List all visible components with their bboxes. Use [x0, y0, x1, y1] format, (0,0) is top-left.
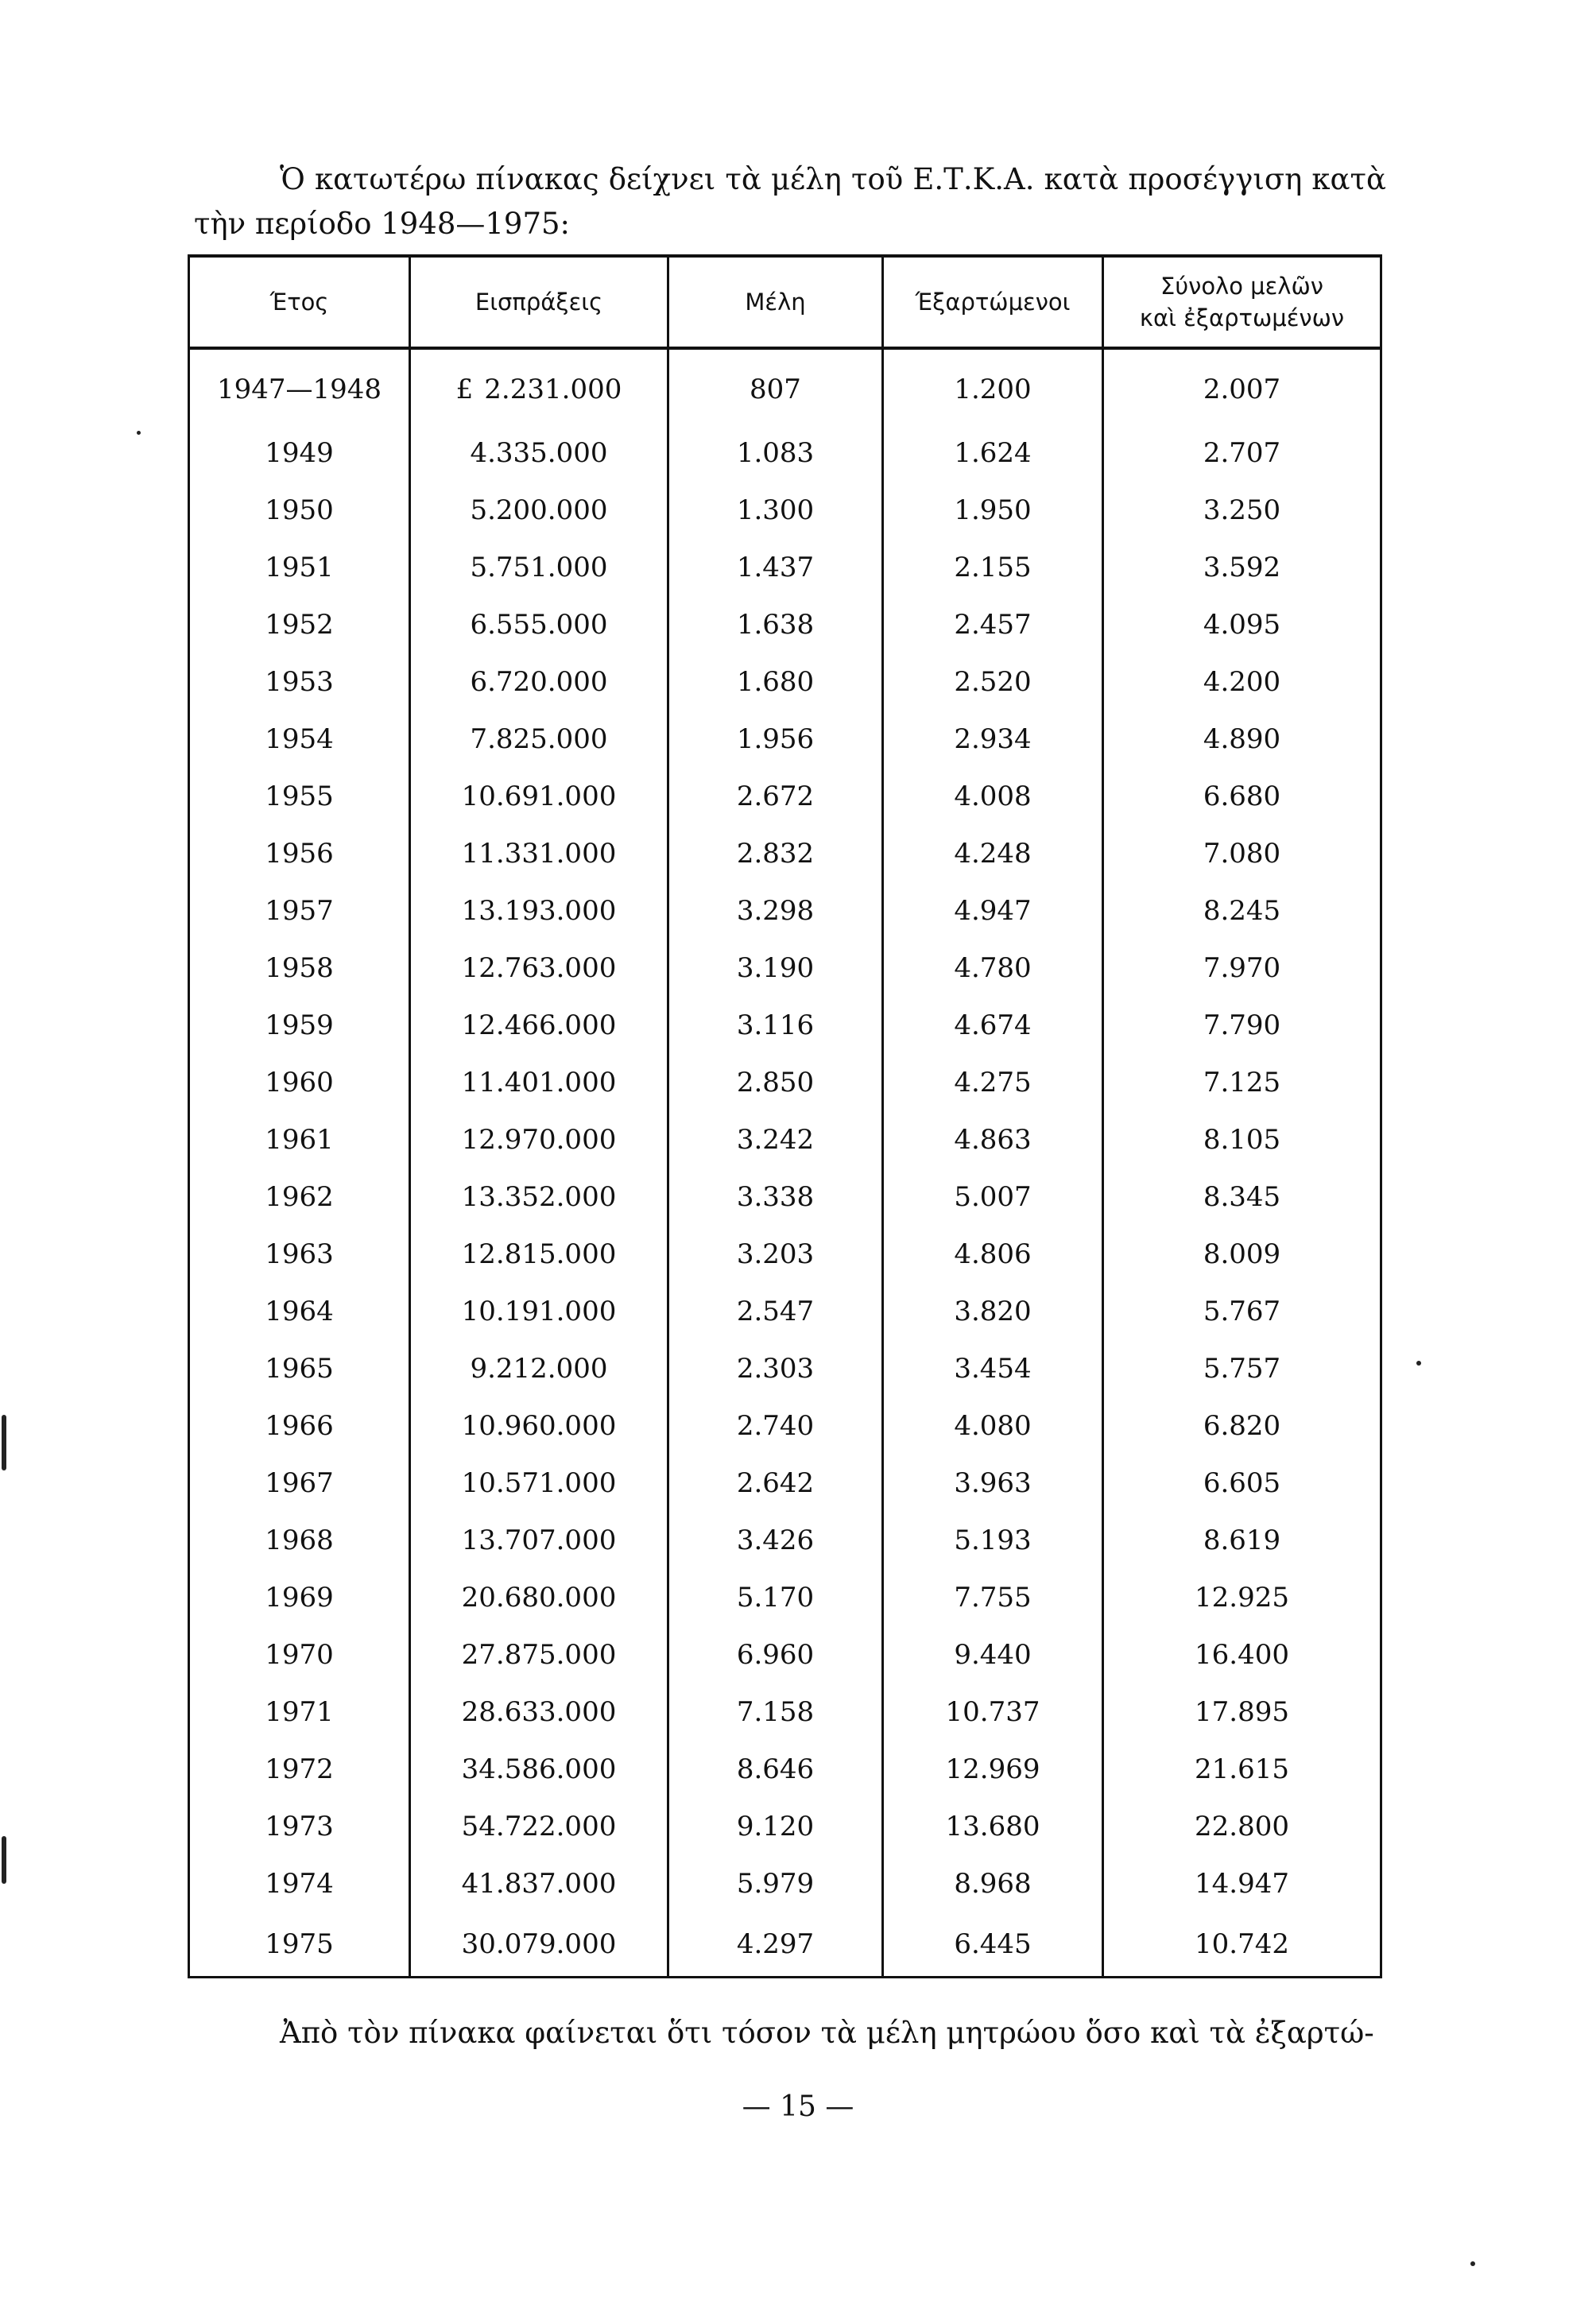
cell-receipts — [410, 1226, 668, 1283]
outro-paragraph: Ἀπὸ τὸν πίνακα φαίνεται ὅτι τόσον τὰ μέλη μητρώου ὅσο καὶ τὰ ἐξαρτώ- — [280, 2016, 1374, 2050]
members-table — [188, 254, 1382, 1978]
cell-total: 5.767 — [1103, 1283, 1381, 1340]
cell-receipts — [410, 1626, 668, 1683]
cell-dependents: 2.457 — [883, 596, 1103, 653]
currency-symbol: £ — [455, 374, 474, 405]
cell-receipts — [410, 1569, 668, 1626]
header-total-line1: Σύνολο μελῶν — [1160, 273, 1323, 300]
header-members: Μέλη — [668, 256, 883, 348]
cell-year: 1965 — [189, 1340, 410, 1397]
table-row — [189, 940, 1381, 997]
cell-members: 7.158 — [668, 1683, 883, 1741]
cell-total: 3.250 — [1103, 482, 1381, 539]
cell-dependents: 3.963 — [883, 1455, 1103, 1512]
cell-receipts — [410, 1397, 668, 1455]
cell-dependents: 2.520 — [883, 653, 1103, 711]
cell-year: 1970 — [189, 1626, 410, 1683]
table-row — [189, 825, 1381, 882]
cell-members: 8.646 — [668, 1741, 883, 1798]
receipts-value: 6.555.000 — [470, 609, 608, 641]
cell-receipts — [410, 1283, 668, 1340]
cell-receipts — [410, 1455, 668, 1512]
cell-total: 10.742 — [1103, 1912, 1381, 1978]
cell-members: 1.437 — [668, 539, 883, 596]
cell-members: 3.338 — [668, 1168, 883, 1226]
cell-members: 1.083 — [668, 424, 883, 482]
table-row — [189, 424, 1381, 482]
cell-receipts — [410, 940, 668, 997]
cell-year: 1969 — [189, 1569, 410, 1626]
receipts-value: 6.720.000 — [470, 666, 608, 698]
table-row — [189, 1798, 1381, 1855]
cell-dependents: 1.624 — [883, 424, 1103, 482]
receipts-value: 5.751.000 — [470, 552, 608, 583]
cell-receipts — [410, 596, 668, 653]
table-row — [189, 1855, 1381, 1912]
receipts-value: 2.231.000 — [484, 374, 622, 405]
scan-speck — [1416, 1361, 1421, 1366]
scan-speck — [1470, 2261, 1475, 2266]
receipts-value: 4.335.000 — [470, 437, 608, 469]
table-row — [189, 1741, 1381, 1798]
receipts-value: 7.825.000 — [470, 723, 608, 755]
table-row — [189, 711, 1381, 768]
receipts-value: 12.815.000 — [461, 1238, 617, 1270]
cell-dependents: 4.248 — [883, 825, 1103, 882]
cell-members: 4.297 — [668, 1912, 883, 1978]
cell-receipts — [410, 539, 668, 596]
cell-dependents: 12.969 — [883, 1741, 1103, 1798]
cell-year: 1949 — [189, 424, 410, 482]
header-receipts: Εισπράξεις — [410, 256, 668, 348]
cell-year: 1972 — [189, 1741, 410, 1798]
cell-year: 1975 — [189, 1912, 410, 1978]
cell-receipts — [410, 768, 668, 825]
cell-receipts — [410, 1512, 668, 1569]
intro-paragraph: Ὁ κατωτέρω πίνακας δείχνει τὰ μέλη τοῦ Ε.Τ.Κ.Α. κατὰ προσέγγιση κατὰ τὴν περίοδο 1948—1975: — [194, 162, 1386, 241]
receipts-value: 30.079.000 — [461, 1928, 617, 1960]
receipts-value: 12.763.000 — [461, 952, 617, 984]
cell-dependents: 2.934 — [883, 711, 1103, 768]
cell-members: 3.203 — [668, 1226, 883, 1283]
cell-members: 5.979 — [668, 1855, 883, 1912]
cell-receipts — [410, 825, 668, 882]
receipts-value: 13.707.000 — [461, 1525, 617, 1556]
cell-dependents: 13.680 — [883, 1798, 1103, 1855]
receipts-value: 34.586.000 — [461, 1753, 617, 1785]
cell-total: 14.947 — [1103, 1855, 1381, 1912]
cell-year: 1962 — [189, 1168, 410, 1226]
receipts-value: 13.352.000 — [461, 1181, 617, 1213]
cell-dependents: 3.454 — [883, 1340, 1103, 1397]
cell-members: 1.680 — [668, 653, 883, 711]
cell-dependents: 3.820 — [883, 1283, 1103, 1340]
cell-members: 1.956 — [668, 711, 883, 768]
cell-dependents: 4.947 — [883, 882, 1103, 940]
cell-total: 4.890 — [1103, 711, 1381, 768]
table-row — [189, 1111, 1381, 1168]
cell-receipts — [410, 1111, 668, 1168]
cell-dependents: 9.440 — [883, 1626, 1103, 1683]
receipts-value: 27.875.000 — [461, 1639, 617, 1671]
cell-members: 1.638 — [668, 596, 883, 653]
cell-total: 7.125 — [1103, 1054, 1381, 1111]
cell-receipts — [410, 1054, 668, 1111]
cell-members: 3.426 — [668, 1512, 883, 1569]
cell-receipts — [410, 997, 668, 1054]
receipts-value: 11.331.000 — [461, 838, 617, 870]
cell-receipts — [410, 424, 668, 482]
header-dependents: Έξαρτώμενοι — [883, 256, 1103, 348]
receipts-value: 10.571.000 — [461, 1467, 617, 1499]
cell-dependents: 8.968 — [883, 1855, 1103, 1912]
cell-year: 1956 — [189, 825, 410, 882]
cell-year: 1958 — [189, 940, 410, 997]
cell-members: 807 — [668, 348, 883, 424]
cell-year: 1951 — [189, 539, 410, 596]
cell-members: 2.303 — [668, 1340, 883, 1397]
table-row — [189, 653, 1381, 711]
cell-year: 1955 — [189, 768, 410, 825]
cell-receipts — [410, 1855, 668, 1912]
receipts-value: 5.200.000 — [470, 494, 608, 526]
cell-total: 22.800 — [1103, 1798, 1381, 1855]
cell-receipts — [410, 1168, 668, 1226]
receipts-value: 12.970.000 — [461, 1124, 617, 1156]
cell-year: 1961 — [189, 1111, 410, 1168]
cell-year: 1973 — [189, 1798, 410, 1855]
table-row — [189, 1455, 1381, 1512]
cell-receipts — [410, 482, 668, 539]
table-row — [189, 1226, 1381, 1283]
cell-year: 1971 — [189, 1683, 410, 1741]
cell-total: 7.080 — [1103, 825, 1381, 882]
cell-total: 4.200 — [1103, 653, 1381, 711]
scan-speck — [137, 431, 141, 435]
cell-year: 1960 — [189, 1054, 410, 1111]
receipts-value: 9.212.000 — [470, 1353, 608, 1385]
cell-year: 1968 — [189, 1512, 410, 1569]
cell-members: 2.832 — [668, 825, 883, 882]
cell-year: 1952 — [189, 596, 410, 653]
cell-receipts — [410, 711, 668, 768]
cell-dependents: 4.008 — [883, 768, 1103, 825]
receipts-value: 54.722.000 — [461, 1811, 617, 1842]
cell-year: 1963 — [189, 1226, 410, 1283]
table-row — [189, 348, 1381, 424]
cell-year: 1964 — [189, 1283, 410, 1340]
table-row — [189, 1683, 1381, 1741]
cell-members: 2.850 — [668, 1054, 883, 1111]
receipts-value: 11.401.000 — [461, 1067, 617, 1098]
cell-total: 6.680 — [1103, 768, 1381, 825]
cell-dependents: 7.755 — [883, 1569, 1103, 1626]
table-row — [189, 997, 1381, 1054]
cell-dependents: 4.275 — [883, 1054, 1103, 1111]
cell-dependents: 10.737 — [883, 1683, 1103, 1741]
cell-total: 16.400 — [1103, 1626, 1381, 1683]
cell-receipts — [410, 348, 668, 424]
receipts-value: 13.193.000 — [461, 895, 617, 927]
receipts-value: 41.837.000 — [461, 1868, 617, 1900]
table-row — [189, 768, 1381, 825]
receipts-value: 10.960.000 — [461, 1410, 617, 1442]
cell-dependents: 5.007 — [883, 1168, 1103, 1226]
cell-dependents: 4.780 — [883, 940, 1103, 997]
cell-total: 8.245 — [1103, 882, 1381, 940]
cell-total: 21.615 — [1103, 1741, 1381, 1798]
cell-year: 1947—1948 — [189, 348, 410, 424]
cell-members: 2.547 — [668, 1283, 883, 1340]
cell-dependents: 4.080 — [883, 1397, 1103, 1455]
cell-dependents: 5.193 — [883, 1512, 1103, 1569]
cell-members: 3.298 — [668, 882, 883, 940]
table-body — [189, 348, 1381, 1978]
cell-members: 9.120 — [668, 1798, 883, 1855]
cell-dependents: 4.863 — [883, 1111, 1103, 1168]
cell-year: 1959 — [189, 997, 410, 1054]
cell-members: 6.960 — [668, 1626, 883, 1683]
cell-year: 1974 — [189, 1855, 410, 1912]
cell-total: 2.007 — [1103, 348, 1381, 424]
members-table-container — [188, 254, 1380, 1986]
cell-receipts — [410, 1798, 668, 1855]
page-number: — 15 — — [742, 2090, 854, 2123]
cell-total: 6.605 — [1103, 1455, 1381, 1512]
table-row — [189, 1512, 1381, 1569]
receipts-value: 10.191.000 — [461, 1296, 617, 1327]
receipts-value: 20.680.000 — [461, 1582, 617, 1614]
cell-total: 4.095 — [1103, 596, 1381, 653]
cell-members: 2.672 — [668, 768, 883, 825]
table-row — [189, 1626, 1381, 1683]
scan-speck — [2, 1836, 6, 1884]
table-row — [189, 1168, 1381, 1226]
cell-receipts — [410, 1741, 668, 1798]
cell-total: 17.895 — [1103, 1683, 1381, 1741]
cell-dependents: 1.200 — [883, 348, 1103, 424]
cell-receipts — [410, 1340, 668, 1397]
cell-total: 3.592 — [1103, 539, 1381, 596]
receipts-value: 12.466.000 — [461, 1009, 617, 1041]
cell-total: 7.970 — [1103, 940, 1381, 997]
cell-total: 12.925 — [1103, 1569, 1381, 1626]
cell-total: 5.757 — [1103, 1340, 1381, 1397]
table-row — [189, 1054, 1381, 1111]
table-row — [189, 1912, 1381, 1978]
table-row — [189, 539, 1381, 596]
header-year: Έτος — [189, 256, 410, 348]
table-row — [189, 1340, 1381, 1397]
table-header — [189, 256, 1381, 348]
cell-total: 6.820 — [1103, 1397, 1381, 1455]
table-row — [189, 1283, 1381, 1340]
cell-year: 1967 — [189, 1455, 410, 1512]
cell-total: 2.707 — [1103, 424, 1381, 482]
cell-total: 8.619 — [1103, 1512, 1381, 1569]
header-total-line2: καὶ ἐξαρτωμένων — [1139, 304, 1345, 331]
cell-receipts — [410, 1912, 668, 1978]
cell-total: 7.790 — [1103, 997, 1381, 1054]
header-row — [189, 256, 1381, 348]
cell-year: 1950 — [189, 482, 410, 539]
table-row — [189, 1569, 1381, 1626]
cell-dependents: 1.950 — [883, 482, 1103, 539]
receipts-value: 10.691.000 — [461, 781, 617, 812]
cell-year: 1953 — [189, 653, 410, 711]
cell-receipts — [410, 653, 668, 711]
cell-year: 1954 — [189, 711, 410, 768]
scan-speck — [2, 1415, 6, 1470]
table-row — [189, 882, 1381, 940]
cell-receipts — [410, 882, 668, 940]
cell-members: 2.642 — [668, 1455, 883, 1512]
cell-members: 1.300 — [668, 482, 883, 539]
cell-members: 3.116 — [668, 997, 883, 1054]
cell-members: 3.242 — [668, 1111, 883, 1168]
cell-members: 2.740 — [668, 1397, 883, 1455]
cell-receipts — [410, 1683, 668, 1741]
cell-members: 3.190 — [668, 940, 883, 997]
cell-dependents: 4.806 — [883, 1226, 1103, 1283]
cell-year: 1966 — [189, 1397, 410, 1455]
cell-total: 8.105 — [1103, 1111, 1381, 1168]
cell-year: 1957 — [189, 882, 410, 940]
table-row — [189, 1397, 1381, 1455]
cell-dependents: 6.445 — [883, 1912, 1103, 1978]
cell-members: 5.170 — [668, 1569, 883, 1626]
table-row — [189, 596, 1381, 653]
table-row — [189, 482, 1381, 539]
receipts-value: 28.633.000 — [461, 1696, 617, 1728]
header-total — [1103, 256, 1381, 348]
cell-total: 8.345 — [1103, 1168, 1381, 1226]
cell-dependents: 2.155 — [883, 539, 1103, 596]
cell-total: 8.009 — [1103, 1226, 1381, 1283]
cell-dependents: 4.674 — [883, 997, 1103, 1054]
